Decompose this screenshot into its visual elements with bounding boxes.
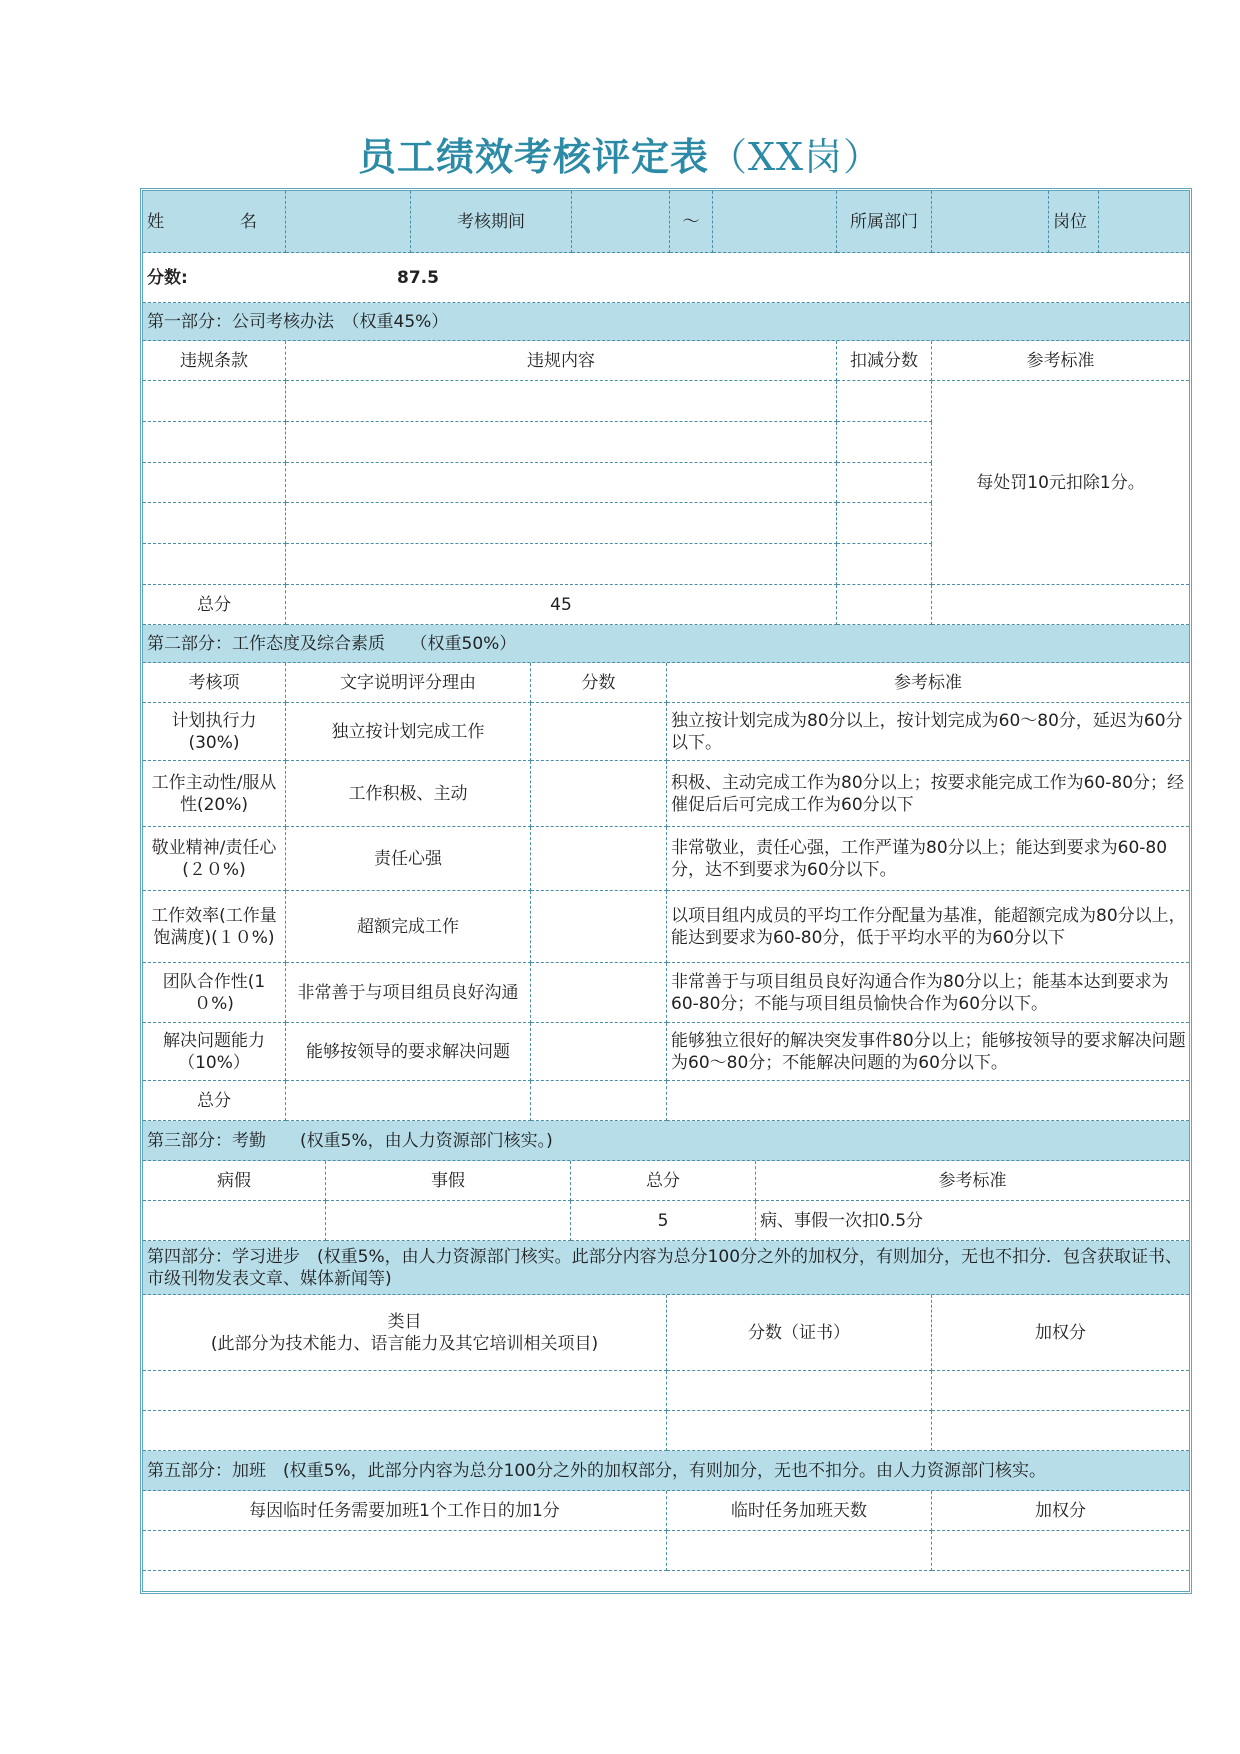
part2-reason: 非常善于与项目组员良好沟通 [286,963,531,1023]
part3-col-total: 总分 [571,1161,756,1201]
part4-col-score: 分数（证书） [667,1295,932,1371]
part1-col-clause: 违规条款 [143,341,286,381]
part2-total-standard [667,1081,1189,1121]
part1-row-deduct[interactable] [837,544,932,585]
part1-total-standard [932,585,1189,625]
part2-standard: 独立按计划完成为80分以上，按计划完成为60～80分，延迟为60分以下。 [667,703,1189,761]
post-value-cell[interactable] [1099,191,1189,253]
part5-col-rule: 每因临时任务需要加班1个工作日的加1分 [143,1491,667,1531]
part2-standard: 以项目组内成员的平均工作分配量为基准，能超额完成为80分以上，能达到要求为60-80分，低于平均水平的为60分以下 [667,891,1189,963]
part3-col-personal: 事假 [326,1161,571,1201]
part2-standard: 积极、主动完成工作为80分以上；按要求能完成工作为60-80分；经催促后后可完成工作为60分以下 [667,761,1189,827]
part1-row-clause[interactable] [143,503,286,544]
part4-col-category [143,1295,667,1371]
part2-score-cell[interactable] [531,827,667,891]
period-start-cell[interactable] [572,191,670,253]
period-tilde: ～ [670,191,713,253]
part5-row-rule[interactable] [143,1531,667,1571]
part1-total-label: 总分 [143,585,286,625]
part3-heading: 第三部分：考勤 (权重5%，由人力资源部门核实。) [143,1121,1189,1161]
part1-row-clause[interactable] [143,463,286,503]
part2-col-reason: 文字说明评分理由 [286,663,531,703]
part2-score-cell[interactable] [531,1023,667,1081]
period-end-cell[interactable] [713,191,837,253]
part4-row-category[interactable] [143,1411,667,1451]
part2-total-score[interactable] [531,1081,667,1121]
name-value-cell[interactable] [286,191,411,253]
part4-category-note: (此部分为技术能力、语言能力及其它培训相关项目) [210,1333,599,1354]
part2-standard: 非常敬业，责任心强，工作严谨为80分以上；能达到要求为60-80分，达不到要求为60分以下。 [667,827,1189,891]
part2-reason: 责任心强 [286,827,531,891]
part5-heading: 第五部分：加班 (权重5%，此部分内容为总分100分之外的加权部分，有则加分，无也不扣分。由人力资源部门核实。 [143,1451,1189,1491]
part2-item: 敬业精神/责任心(２０%) [143,827,286,891]
part4-row-category[interactable] [143,1371,667,1411]
part2-score-cell[interactable] [531,963,667,1023]
part1-row-clause[interactable] [143,422,286,463]
part1-row-content[interactable] [286,544,837,585]
part3-col-standard: 参考标准 [756,1161,1189,1201]
part5-col-weight: 加权分 [932,1491,1189,1531]
part2-item: 团队合作性(1０%) [143,963,286,1023]
part1-row-content[interactable] [286,503,837,544]
part1-col-content: 违规内容 [286,341,837,381]
part2-col-standard: 参考标准 [667,663,1189,703]
part4-row-weight[interactable] [932,1371,1189,1411]
part2-standard: 非常善于与项目组员良好沟通合作为80分以上；能基本达到要求为60-80分；不能与项目组员愉快合作为60分以下。 [667,963,1189,1023]
part2-score-cell[interactable] [531,703,667,761]
part2-total-reason[interactable] [286,1081,531,1121]
part2-col-item: 考核项 [143,663,286,703]
part1-total-value: 45 [286,585,837,625]
part4-row-weight[interactable] [932,1411,1189,1451]
period-label: 考核期间 [411,191,572,253]
part2-col-score: 分数 [531,663,667,703]
dept-value-cell[interactable] [932,191,1049,253]
part3-standard: 病、事假一次扣0.5分 [756,1201,1189,1241]
part1-total-deduct[interactable] [837,585,932,625]
score-value: 87.5 [397,267,439,288]
part4-category-label: 类目 [387,1311,422,1332]
part5-row-days[interactable] [667,1531,932,1571]
part1-row-deduct[interactable] [837,463,932,503]
part1-row-deduct[interactable] [837,422,932,463]
part1-row-content[interactable] [286,463,837,503]
part5-row-weight[interactable] [932,1531,1189,1571]
part1-row-content[interactable] [286,422,837,463]
part4-row-score[interactable] [667,1371,932,1411]
part3-col-sick: 病假 [143,1161,326,1201]
part2-item: 工作效率(工作量饱满度)(１０%) [143,891,286,963]
part4-row-score[interactable] [667,1411,932,1451]
part2-item: 工作主动性/服从性(20%) [143,761,286,827]
part5-col-days: 临时任务加班天数 [667,1491,932,1531]
part3-personal-cell[interactable] [326,1201,571,1241]
part2-heading: 第二部分：工作态度及综合素质 （权重50%） [143,625,1189,663]
part1-col-deduct: 扣减分数 [837,341,932,381]
part4-heading: 第四部分：学习进步 (权重5%，由人力资源部门核实。此部分内容为总分100分之外的加权分，有则加分，无也不扣分．包含获取证书、市级刊物发表文章、媒体新闻等) [143,1241,1189,1295]
part2-standard: 能够独立很好的解决突发事件80分以上；能够按领导的要求解决问题为60～80分；不能解决问题的为60分以下。 [667,1023,1189,1081]
part1-row-deduct[interactable] [837,381,932,422]
part3-total-value: 5 [571,1201,756,1241]
dept-label: 所属部门 [837,191,932,253]
appraisal-form [140,188,1192,1594]
page-title: 员工绩效考核评定表（XX岗） [357,134,883,179]
part2-total-label: 总分 [143,1081,286,1121]
name-label: 姓 名 [143,191,286,253]
part2-reason: 独立按计划完成工作 [286,703,531,761]
part1-col-standard: 参考标准 [932,341,1189,381]
part1-heading: 第一部分：公司考核办法 （权重45%） [143,303,1189,341]
part2-score-cell[interactable] [531,891,667,963]
post-label: 岗位 [1049,191,1099,253]
part1-row-content[interactable] [286,381,837,422]
part2-reason: 能够按领导的要求解决问题 [286,1023,531,1081]
part4-col-weight: 加权分 [932,1295,1189,1371]
part2-item: 解决问题能力（10%） [143,1023,286,1081]
part2-item: 计划执行力(30%) [143,703,286,761]
part1-row-clause[interactable] [143,381,286,422]
part2-reason: 超额完成工作 [286,891,531,963]
score-label: 分数: [147,267,188,288]
part2-score-cell[interactable] [531,761,667,827]
part1-row-clause[interactable] [143,544,286,585]
part2-reason: 工作积极、主动 [286,761,531,827]
score-row [143,253,1189,303]
part1-row-deduct[interactable] [837,503,932,544]
part3-sick-cell[interactable] [143,1201,326,1241]
part1-standard-text: 每处罚10元扣除1分。 [932,381,1189,585]
